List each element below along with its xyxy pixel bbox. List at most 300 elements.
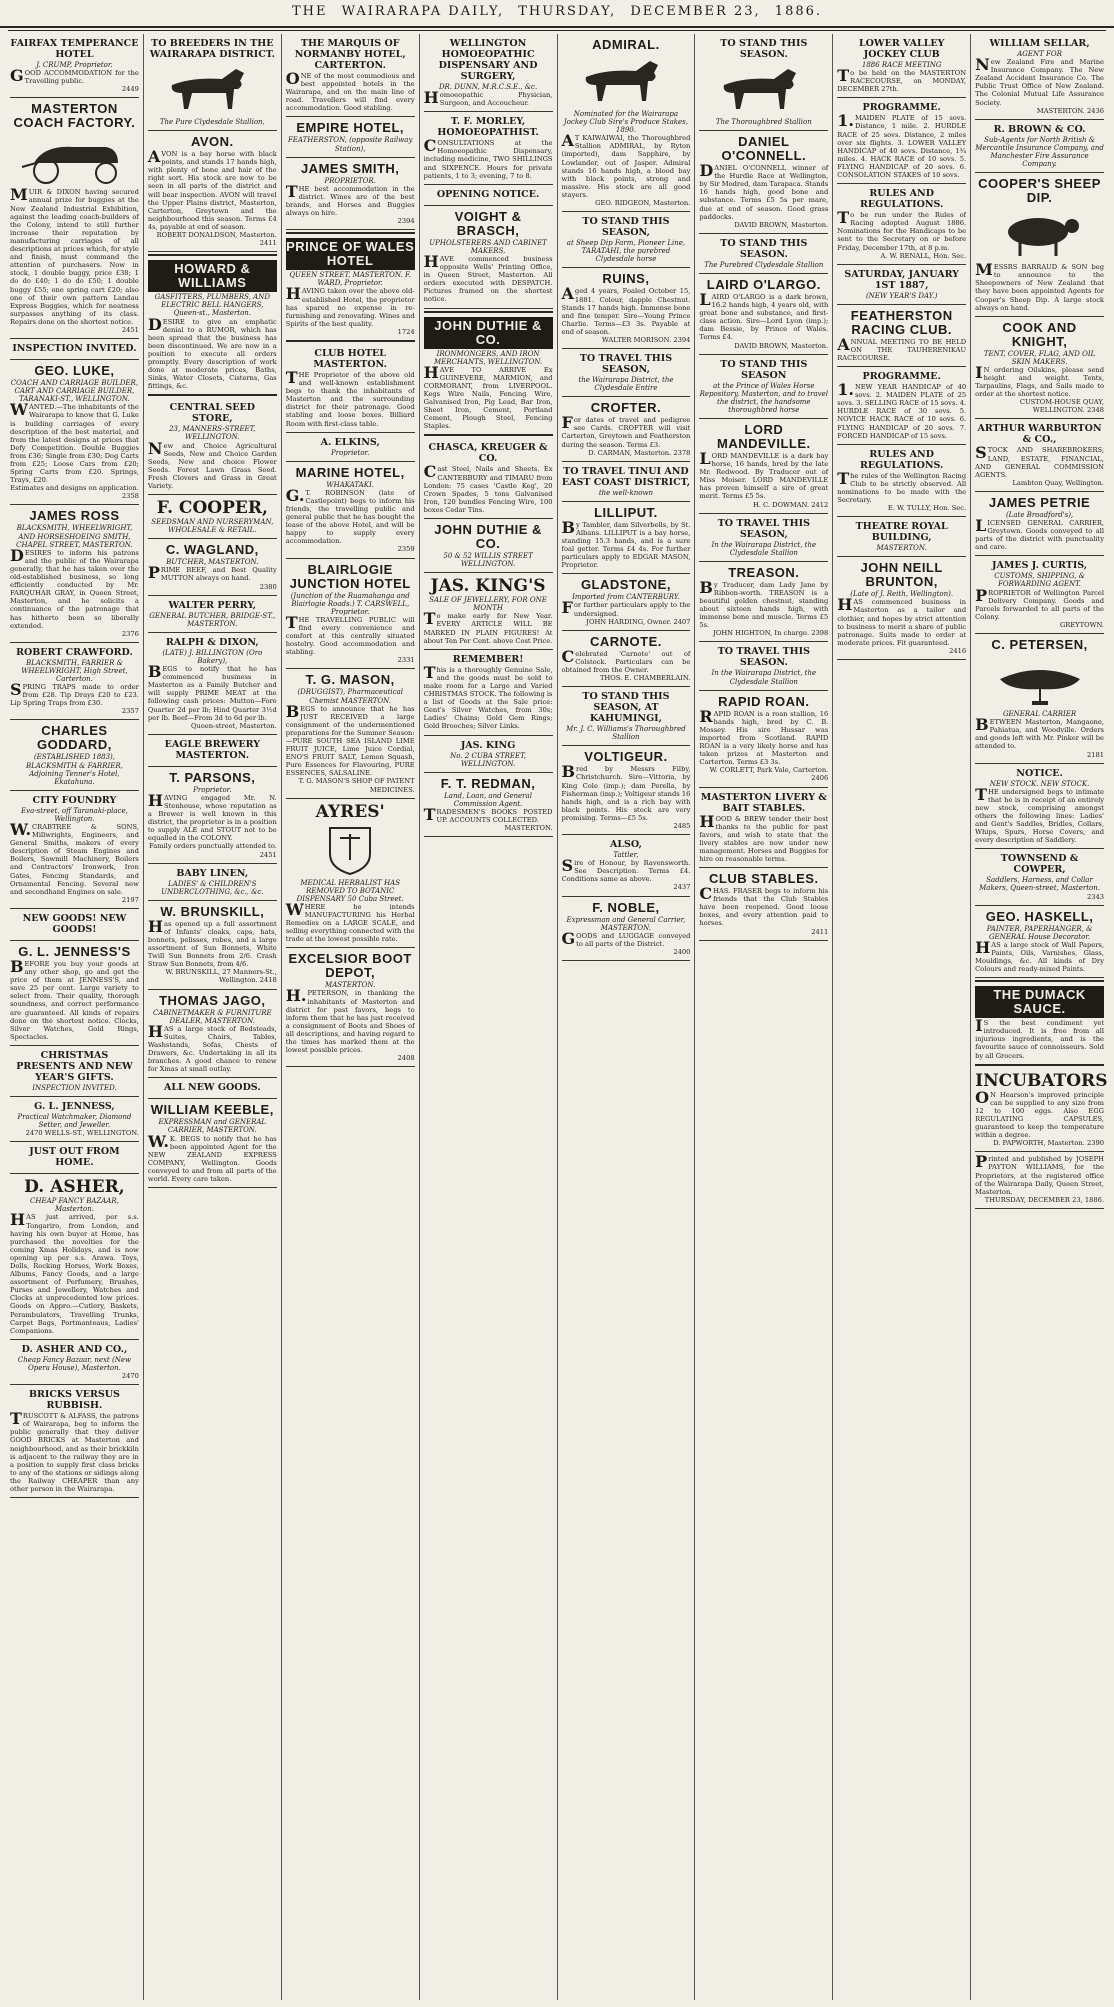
advertisement-to-stand-this-season (699, 34, 828, 131)
ad-heading: MASTERTON LIVERY & BAIT STABLES. (700, 791, 827, 814)
masthead-year: 1886. (774, 4, 823, 19)
ad-subheading: Practical Watchmaker, Diamond Setter, and Jeweller. (17, 1112, 132, 1130)
ad-body: By Tambler, dam Silverbells, by St. Albans. LILLIPUT is a bay horse, standing 15.3 hands, and is a sure foal getter. Terms £4 4s. For further particulars apply to EDGAR MASON, Proprietor. (561, 517, 691, 570)
ad-body: BEGS to notify that he has commenced business in Masterton as a Family Butcher and will supply PRIME MEAT at the following cash prices: Mutton—Fore Quarter 2d per lb; Hind Quarter 3½d per lb. Beef—From 3d to 6d per lb. (147, 662, 277, 722)
ad-subheading: CHEAP FANCY BAZAAR, Masterton. (30, 1197, 119, 1214)
ad-heading: OPENING NOTICE. (436, 188, 540, 200)
ad-heading: TO STAND THIS SEASON. (720, 237, 808, 260)
advertisement-ruins (562, 268, 691, 349)
ad-body: New Zealand Fire and Marine Insurance Company. The New Zealand Accident Insurance Co. The Public Trust Office of New Zealand. The Colonial Mutual Life Assurance Society. (975, 55, 1104, 107)
ad-body: GOODS and LUGGAGE conveyed to all parts of the District. (561, 928, 691, 948)
advertisement-ad (975, 1152, 1104, 1209)
ad-subheading: Imported from CANTERBURY. (572, 593, 680, 602)
advertisement-inspection-invited (10, 339, 139, 360)
horse-illustration (566, 55, 686, 107)
ad-body: Cast Steel, Nails and Sheets. Ex CANTERBURY and TIMARU from London: 75 cases 'Castle Keg', 20 Crown Spades, 5 tons Galvanised Iron, 120 bundles Fencing Wire, 100 boxes Cedar Tins. (423, 462, 553, 514)
advertisement-f-noble (562, 897, 691, 961)
ad-subheading: at Sheep Dip Farm, Pioneer Line, TARATAHI, the purebred Clydesdale horse (566, 239, 686, 264)
ad-body: AT KAIWAIWAI, the Thoroughbred Stallion ADMIRAL, by Ryton (imported), dam Sapphire, by Lowlander, out of Jasper. Admiral stands 16 hands high, a blood bay with black points, strong and massive. His stock are all good stayers. (561, 131, 691, 199)
ad-subheading: NEW STOCK. NEW STOCK. (989, 779, 1090, 788)
ad-body: Bred by Messrs Filby, Christchurch. Sire—Vittoria, by King Cole (imp.); dam Perella, by Fisherman (imp.); Voltigeur stands 16 hands high, and is a rich bay with black points. His stock are very promising. Terms—£5 5s. (561, 762, 691, 822)
advertisement-central-seed-store (148, 398, 277, 495)
advertisement-voltigeur (562, 746, 691, 835)
advertisement-t-parsons (148, 767, 277, 864)
advertisement-christmas-presents-and-new-year-s-gifts (10, 1046, 139, 1097)
ad-body: DESIRE to give an emphatic denial to a RUMOR, which has been spread that the business has been discontinued. We are now in a position to execute all orders promptly. Every description of work done at moderate prices, Baths, Sinks, Water Closets, Cisterns, Gas fittings, &c. (147, 314, 277, 391)
ad-heading: AVON. (190, 134, 234, 150)
ad-subheading: IRONMONGERS, AND IRON MERCHANTS, WELLINGTON. (433, 349, 543, 366)
ad-heading: JAMES PETRIE (988, 494, 1091, 510)
ad-body: W.CRABTREE & SONS, Millwrights, Engineers, and General Smiths, makers of every description of Steam Engines and Boilers, Sawmill Machinery, Boilers and Contractors' Ironwork, Iron Gates, Fencing Standards, and Ornamental Fencing. Several new and secondhand Engines on sale. (10, 820, 139, 896)
advertisement-club-hotel-masterton (286, 344, 415, 433)
ad-footer: Queen-street, Masterton. (191, 721, 277, 730)
advertisement-saturday-january-1st-1887 (837, 265, 966, 305)
ad-heading: CLUB HOTEL MASTERTON. (313, 347, 387, 370)
advertisement-the-marquis-of-normanby-hotel-carterton (286, 34, 415, 117)
ad-body: IS the best condiment yet introduced. It is free from all injurious ingredients, and is the favourite sauce of connoisseurs. Sold by all Grocers. (975, 1016, 1104, 1060)
ad-heading: F. T. REDMAN, (440, 775, 536, 791)
advertisement-crofter (562, 397, 691, 461)
ad-heading: CENTRAL SEED STORE, (169, 402, 255, 425)
advertisement-opening-notice (424, 185, 553, 206)
ad-heading: RAPID ROAN. (718, 693, 810, 709)
ad-body: HAS just arrived, per s.s. Tongariro, from London, and having his own buyer at Home, has purchased the novelties for the coming Xmas Holidays, and is now opening up per s.s. Arawa. Toys, Dolls, Rocking Horses, Work Boxes, Albums, Fancy Goods, and a large assortment of Perfumery, Brushes, Purses and Jewellery, Watches and Clocks at unprecedented low prices. Goods on Appro.—Cutlery, Baskets, Perambulators, Travelling Trunks, Carpet Bags, Portmanteaus, Ladies' Companions. (10, 1210, 139, 1335)
ad-footer: 2485 (673, 821, 691, 830)
ad-footer: CUSTOM-HOUSE QUAY, WELLINGTON. 2348 (1019, 398, 1104, 415)
ad-heading: THE MARQUIS OF NORMANBY HOTEL, CARTERTON. (294, 38, 406, 71)
carriage-illustration (14, 133, 134, 185)
ad-footer: Lambton Quay, Wellington. (1012, 478, 1104, 487)
ad-subheading: WHAKATAKI. (326, 480, 374, 489)
ad-subheading: Expressman and General Carrier, MASTERTON. (566, 915, 686, 932)
ad-footer: 2343 (1086, 892, 1104, 901)
ad-subheading: Sub-Agents for North British & Mercantile Insurance Company, and Manchester Fire Assurance Company. (975, 135, 1104, 169)
ad-body: This is a thoroughly Genuine Sale, and the goods must be sold to make room for a Large and Varied CHRISTMAS STOCK. The following is a list of Goods at the Sale price: Gent's Silver Watches, from 30s; Ladies' Chains; Gold Gem Rings; Gold Brooches; Silver Links. (423, 662, 553, 731)
ad-footer: GREYTOWN. (1059, 620, 1104, 629)
ad-heading: NOTICE. (1016, 767, 1063, 779)
ad-subheading: PROPRIETOR. (324, 176, 376, 185)
ad-footer: DAVID BROWN, Masterton. (734, 220, 829, 229)
advertisement-prince-of-wales-hotel (286, 232, 415, 342)
ad-heading: TO STAND THIS SEASON. (720, 38, 808, 60)
advertisement-lower-valley-jockey-club (837, 34, 966, 98)
advertisement-eagle-brewery-masterton (148, 735, 277, 767)
ad-heading: THE DUMACK SAUCE. (975, 986, 1104, 1018)
ad-body: IN ordering Oilskins, please send height and weight. Tents, Tarpaulins, Flags, and Sails made to order at the shortest notice. (975, 362, 1104, 399)
ad-subheading: CABINETMAKER & FURNITURE DEALER, MASTERTON. (153, 1008, 272, 1025)
ad-heading: MASTERTON COACH FACTORY. (13, 101, 136, 131)
advertisement-rapid-roan (699, 691, 828, 788)
ad-heading: G. L. JENNESS, (34, 1100, 115, 1112)
ad-body: TRUSCOTT & ALFASS, the patrons of Wairarapa, beg to inform the public generally that they deliver GOOD BRICKS at Masterton and neighbourhood, and as their brickkiln is adjacent to the railway they are in a position to supply first class bricks to any of the stations or sidings along the Railway CHEAPER than any other person in the Wairarapa. (10, 1409, 139, 1493)
ad-subheading: GENERAL BUTCHER, BRIDGE-ST., MASTERTON. (149, 611, 276, 628)
ad-footer: ROBERT DONALDSON, Masterton. 2411 (156, 231, 277, 248)
ad-heading: C. WAGLAND, (165, 542, 259, 558)
ad-heading: TREASON. (728, 564, 800, 580)
ad-subheading: The Pure Clydesdale Stallion, (159, 118, 265, 126)
ad-heading: JAS. KING (460, 739, 516, 751)
advertisement-f-cooper (148, 495, 277, 539)
advertisement-f-t-redman (424, 773, 553, 837)
ad-heading: TO STAND THIS SEASON (720, 358, 808, 381)
ad-footer: JOHN HIGHTON, In charge. 2398 (713, 629, 829, 638)
advertisement-laird-o-largo (699, 274, 828, 355)
ad-subheading: the Wairarapa District, the Clydesdale Entire (578, 376, 674, 393)
advertisement-gladstone (562, 574, 691, 630)
advertisement-programme (837, 367, 966, 445)
ad-footer: 2394 (397, 217, 415, 226)
ad-body: HAS a large stock of Bedsteads, Suites, Chairs, Tables, Washstands, Sofas, Chests of Drawers, &c. Undertaking in all its branches. A good chance to renew for Xmas at small outlay. (147, 1021, 277, 1074)
advertisement-to-stand-this-season (699, 355, 828, 419)
ad-body: G.T. ROBINSON (late of Castlepoint) begs to inform his friends, the travelling public and general public that he has bought the lease of the above Hotel, and will be happy to supply every accommodation. (285, 485, 415, 546)
advertisement-club-stables (699, 868, 828, 941)
ad-heading: VOLTIGEUR. (584, 749, 668, 765)
ad-body: GOOD ACCOMMODATION for the Travelling public. (10, 66, 139, 86)
advertisement-william-sellar (975, 34, 1104, 120)
ad-heading: ARTHUR WARBURTON & CO., (977, 423, 1102, 446)
advertisement-t-g-mason (286, 669, 415, 798)
masthead-paper-name: WAIRARAPA DAILY, (341, 4, 505, 19)
ad-body: CHAS. FRASER begs to inform his friends that the Club Stables have been reopened. Good loose boxes, and every attention paid to horses. (699, 884, 829, 928)
ad-heading: RALPH & DIXON, (165, 636, 259, 648)
advertisement-t-f-morley-homoeopathist (424, 112, 553, 184)
ad-body: MUIR & DIXON having secured annual prize for buggies at the New Zealand Industrial Exhibition, against the leading coach-builders of the Colony, intend to still further increase their reputation by manufacturing carriages of all descriptions at prices which, for style and finish, must command the attention of purchasers. Now in stock, 1 double buggy, price £38; 1 do do £40; 1 do do £50; 1 double buggy £55; one spring cart £20; also one of their own pattern Landau Express Buggies, which for neatness surpasses anything of its class. Repairs done on the shortest notice. (10, 185, 139, 326)
ad-heading: T. PARSONS, (169, 769, 256, 785)
advertisement-arthur-warburton-co (975, 419, 1104, 491)
advertisement-d-asher (10, 1174, 139, 1340)
ad-heading: LOWER VALLEY JOCKEY CLUB (858, 38, 945, 60)
ad-heading: RULES AND REGULATIONS. (860, 188, 944, 211)
advertisement-john-duthie-co (424, 311, 553, 437)
ad-subheading: PAINTER, PAPERHANGER, & GENERAL House Decorator. (986, 924, 1093, 941)
ad-heading: BABY LINEN, (176, 867, 249, 879)
advertisement-notice (975, 764, 1104, 850)
ad-body: BEGS to announce that he has JUST RECEIVED a large consignment of the undermentioned preparations for the Summer Season:—PURE SOUTH SEA ISLAND LIME FRUIT JUICE, Lime Juice Cordial, ENO'S FRUIT SALT, Lemon Squash, Pure Essences for Flavouring, PURE ESSENCES, SALSALINE. (285, 701, 415, 778)
horse-illustration (704, 63, 824, 115)
ad-subheading: No. 2 CUBA STREET, WELLINGTON. (450, 751, 526, 768)
ad-subheading: TENT, COVER, FLAG, AND OIL SKIN MAKERS. (983, 349, 1096, 366)
ad-body: HOOD & BREW tender their best thanks to the public for past favors, and wish to state that the livery stables are now under new management. Horses and Buggies for hire on reasonable terms. (699, 811, 829, 863)
ad-subheading: Mr. J. C. Williams's Thoroughbred Stallion (566, 725, 686, 742)
ad-footer: D. CARMAN, Masterton. 2378 (588, 448, 691, 457)
masthead (0, 4, 1114, 28)
ad-footer: 2437 (673, 883, 691, 892)
ad-footer: Estimates and designs on application. 2358 (10, 484, 139, 501)
ad-heading: CLUB STABLES. (709, 871, 819, 887)
advertisement-columns (6, 34, 1108, 2000)
advertisement-bricks-versus-rubbish (10, 1385, 139, 1498)
advertisement-carnote (562, 631, 691, 687)
ad-heading: RULES AND REGULATIONS. (860, 448, 944, 471)
ad-footer: 2376 (121, 629, 139, 638)
masthead-date: DECEMBER 23, (630, 4, 761, 19)
ad-subheading: MASTERTON. (325, 981, 376, 990)
ad-body: WANTED.—The inhabitants of the Wairarapa to know that G. Luke is building carriages of every description of the best material, and from the latest designs at prices that Defy Competition. Double Buggies from £36; Single from £30; Dog Carts from £25; Loose Cars from £20; Spring Carts from £20. Springs, Trays, £20. (10, 400, 139, 485)
column-1 (6, 34, 144, 2000)
ad-body: CONSULTATIONS at the Homoeopathic Dispensary, including medicine, TWO SHILLINGS and SIXPENCE. Hours for private patients, 1 to 3; evening, 7 to 8. (423, 136, 553, 180)
ad-body: PROPRIETOR of Wellington Parcel Delivery Company. Goods and Parcels forwarded to all parts of the Colony. (975, 585, 1104, 621)
ad-subheading: (NEW YEAR'S DAY.) (865, 291, 938, 300)
ad-subheading: (Late Broadford's), (1005, 510, 1074, 519)
ad-heading: RUINS, (602, 271, 650, 287)
ad-body: MESSRS BARRAUD & SON beg to announce to the Sheepowners of New Zealand that they have been appointed Agents for Cooper's Sheep Dip. A large stock always on hand. (975, 260, 1104, 312)
advertisement-thomas-jago (148, 990, 277, 1079)
ad-footer: A. W. RENALL, Hon. Sec. (880, 251, 967, 260)
ad-body: 1.NEW YEAR HANDICAP of 40 sovs. 2. MAIDEN PLATE of 25 sovs. 3. SELLING RACE of 15 sovs. 4. HURDLE RACE of 30 sovs. 5. NOVICE HACK RACE of 10 sovs. 6. FLYING HANDICAP of 20 sovs. 7. FORCED HANDICAP of 15 sovs. (837, 380, 967, 440)
advertisement-to-stand-this-season (562, 212, 691, 268)
ad-heading: COOPER'S SHEEP DIP. (978, 176, 1101, 206)
column-5 (558, 34, 696, 2000)
advertisement-masterton-coach-factory (10, 98, 139, 339)
saddle-illustration (980, 655, 1100, 707)
ad-subheading: Proprietor. (193, 785, 232, 794)
ad-heading: EXCELSIOR BOOT DEPOT, (288, 951, 412, 981)
ad-heading: DANIEL O'CONNELL. (721, 134, 807, 164)
advertisement-programme (837, 98, 966, 184)
ad-heading: WELLINGTON HOMOEOPATHIC DISPENSARY AND SURGERY, (438, 38, 538, 82)
ad-heading: PROGRAMME. (862, 371, 941, 383)
ad-footer: 2451 (121, 325, 139, 334)
advertisement-jas-king (424, 736, 553, 773)
ad-subheading: In the Wairarapa District, the Clydesdale Stallion (711, 669, 817, 686)
ad-subheading: (LATE) J. BILLINGTON (Oro Bakery), (162, 648, 263, 665)
advertisement-geo-luke (10, 360, 139, 505)
ad-footer: 2181 (1086, 750, 1104, 759)
ad-body: SPRING TRAPS made to order from £28. Tip Drays £20 to £23. Lip Spring Traps from £30. (10, 680, 139, 708)
ad-subheading: Eva-street, off Taranaki-place, Wellington. (21, 806, 128, 823)
advertisement-all-new-goods (148, 1078, 277, 1099)
advertisement-john-neill-brunton (837, 557, 966, 660)
column-3 (282, 34, 420, 2000)
ad-heading: VOIGHT & BRASCH, (454, 208, 522, 238)
ad-heading: TOWNSEND & COWPER, (1000, 853, 1079, 876)
ad-subheading: Proprietor. (331, 448, 370, 457)
masthead-day: THURSDAY, (518, 4, 617, 19)
ad-heading: F. NOBLE, (592, 899, 660, 915)
ad-heading: EAGLE BREWERY MASTERTON. (164, 738, 261, 761)
advertisement-baby-linen (148, 864, 277, 901)
ad-footer: D. PAPWORTH, Masterton. 2390 (993, 1139, 1104, 1148)
ad-body: RAPID ROAN is a roan stallion, 16 hands high, bred by C. B. Mossey. His sire Hussar was imported from Scotland. RAPID ROAN is a very likely horse and has taken prizes at Masterton and Carterton. Terms £3 3s. (699, 706, 829, 767)
ad-heading: T. F. MORLEY, HOMOEOPATHIST. (437, 116, 539, 139)
ad-subheading: LADIES' & CHILDREN'S UNDERCLOTHING, &c., &c. (161, 879, 264, 896)
ad-heading: COOK AND KNIGHT, (1002, 319, 1077, 349)
ad-subheading: AGENT FOR (1017, 50, 1062, 58)
ad-body: LICENSED GENERAL CARRIER, Greytown. Goods conveyed to all parts of the district with punctuality and care. (975, 516, 1104, 552)
advertisement-also (562, 835, 691, 896)
ad-footer: E. W. TULLY, Hon. Sec. (887, 504, 967, 513)
ad-subheading: BUTCHER, MASTERTON. (166, 558, 259, 567)
masthead-rule (8, 30, 1106, 31)
ad-footer: 2416 (949, 646, 967, 655)
ad-body: H.PETERSON, in thanking the inhabitants of Masterton and district for past favors, begs to inform them that he has just received a consignment of Boots and Shoes of all descriptions, and having regard to the times has marked them at the lowest possible prices. (285, 986, 415, 1055)
ad-body: THE Proprietor of the above old and well-known establishment begs to thank the inhabitants of Masterton and the surrounding district for their patronage. Good stabling and loose boxes. Billiard Room with first-class table. (285, 367, 415, 428)
advertisement-james-ross (10, 505, 139, 642)
advertisement-daniel-o-connell (699, 131, 828, 234)
ad-body: BEFORE you buy your goods at any other shop, go and get the price of them at JENNESS'S, and save 25 per cent. Large variety to select from. Their quality, thorough soundness, and correct performance are guaranteed. All kinds of repairs done on the shortest notice. Clocks, Silver Watches, Gold Rings, Spectacles. (10, 956, 139, 1041)
ad-footer: THURSDAY, DECEMBER 23, 1886. (984, 1195, 1104, 1204)
ad-body: WHERE he intends MANUFACTURING his Herbal Remedies on a LARGE SCALE, and selling everything connected with the trade at the lowest possible rate. (285, 899, 415, 944)
ad-subheading: SEEDSMAN AND NURSERYMAN, WHOLESALE & RETAIL. (151, 518, 274, 535)
ad-footer: W. BRUNSKILL, 27 Manners-St., Wellington. 2418 (165, 968, 277, 985)
ad-footer: H. C. DOWMAN. 2412 (752, 500, 829, 509)
ad-heading: LILLIPUT. (594, 504, 658, 520)
ad-heading: W. BRUNSKILL, (160, 903, 265, 919)
ad-subheading: (Junction of the Ruamahanga and Blairlogie Roads.) T. CARSWELL, Proprietor. (290, 591, 410, 616)
sheep-illustration (980, 208, 1100, 260)
ad-body: HAS commenced business in Masterton as a tailor and clothier, and hopes by strict attention to business to merit a share of public patronage. Suits made to order at moderate prices. Fit guaranteed. (837, 595, 967, 647)
ad-footer: THOS. E. CHAMBERLAIN. (599, 674, 691, 683)
ad-subheading: 23, MANNERS-STREET, WELLINGTON. (169, 425, 256, 442)
ad-footer: 2411 (811, 927, 829, 936)
ad-heading: HOWARD & WILLIAMS (148, 260, 277, 292)
ad-heading: TO STAND THIS SEASON, (582, 216, 670, 239)
ad-body: HAVING taken over the above old-established Hotel, the proprietor has spared no expense in re-furnishing and renovating. Wines and Spirits of the best quality. (285, 284, 415, 328)
ad-subheading: (ESTABLISHED 1883), BLACKSMITH & FARRIER, Adjoining Tenner's Hotel, Ekatahuna. (26, 753, 123, 786)
ad-heading: JUST OUT FROM HOME. (29, 1146, 120, 1169)
ad-body: W.K. BEGS to notify that he has been appointed Agent for the NEW ZEALAND EXPRESS COMPANY, Wellington. Goods conveyed to and from all parts of the world. Every care taken. (147, 1131, 277, 1183)
ad-footer: 2470 WELLS-ST., WELLINGTON. (25, 1129, 139, 1138)
ad-heading: AYRES' (315, 801, 385, 822)
advertisement-avon (148, 131, 277, 252)
ad-footer: MASTERTON. (504, 824, 553, 833)
ad-subheading: GASFITTERS, PLUMBERS, AND ELECTRIC BELL HANGERS, Queen-st., Masterton. (154, 293, 270, 318)
ad-body: LORD MANDEVILLE is a dark bay horse, 16 hands, bred by the late Mr. Redwood. By Traducer out of Miss Moiser. LORD MANDEVILLE has proven himself a sire of great merit. Terms £5 5s. (699, 448, 829, 501)
ad-footer: GEO. RIDGEON, Masterton. (595, 199, 691, 208)
advertisement-admiral (562, 34, 691, 212)
advertisement-to-stand-this-season-at-kahumingi (562, 687, 691, 746)
advertisement-lord-mandeville (699, 419, 828, 514)
advertisement-just-out-from-home (10, 1142, 139, 1174)
ad-heading: CHRISTMAS PRESENTS AND NEW YEAR'S GIFTS. (16, 1049, 133, 1083)
ad-subheading: EXPRESSMAN and GENERAL CARRIER, MASTERTON. (158, 1118, 267, 1135)
ad-body: ANNUAL MEETING TO BE HELD ON THE TAUHERENIKAU RACECOURSE. (837, 334, 967, 362)
advertisement-incubators (975, 1068, 1108, 1153)
ad-heading: JAMES SMITH, (300, 160, 400, 176)
ad-subheading: QUEEN STREET, MASTERTON. F. WARD, Proprietor. (289, 271, 412, 288)
ad-heading: THOMAS JAGO, (159, 992, 266, 1008)
ad-body: To be run under the Rules of Racing adopted August 1886. Nominations for the Handicaps to be sent to the Secretary on or before Friday, December 17th, at 8 p.m. (837, 208, 967, 252)
ad-body: For dates of travel and pedigree see Cards. CROFTER will visit Carterton, Greytown and Featherston during the season. Terms £3. (561, 413, 691, 449)
ad-body: The rules of the Wellington Racing Club to be strictly observed. All nominations to be made with the Secretary. (837, 468, 967, 504)
ad-footer: 2197 (121, 895, 139, 904)
ad-subheading: INSPECTION INVITED. (32, 1083, 117, 1092)
ad-body: Has opened up a full assortment of Infants' cloaks, caps, hats, bonnets, pelisses, robes, and a large assortment of Sun Bonnets, White Twill Sun Bonnets from 2/6. Crash Straw Sun Bonnets, from 4/6. (147, 916, 277, 969)
advertisement-fairfax-temperance-hotel (10, 34, 139, 98)
ad-subheading: DR. DUNN, M.R.C.S.E., &c. (438, 83, 538, 91)
column-7 (833, 34, 971, 2000)
advertisement-g-l-jenness (10, 1097, 139, 1142)
ad-body: THE undersigned begs to intimate that he is in receipt of an entirely new stock, comprising amongst others the following lines: Ladies' and Gent's Saddles, Bridles, Collars, Whips, Spurs, Horse Covers, and every description of Saddlery. (975, 784, 1104, 845)
ad-heading: THEATRE ROYAL BUILDING, (855, 521, 948, 544)
ad-heading: EMPIRE HOTEL, (296, 120, 404, 136)
ad-heading: ALL NEW GOODS. (163, 1082, 261, 1094)
ad-heading: SATURDAY, JANUARY 1ST 1887, (844, 268, 959, 291)
advertisement-c-wagland (148, 539, 277, 595)
advertisement-remember (424, 650, 553, 736)
ad-footer: 2400 (673, 947, 691, 956)
column-8 (971, 34, 1108, 2000)
advertisement-james-smith (286, 158, 415, 231)
ad-body: BETWEEN Masterton, Mangaone, Pahiatua, and Woodville. Orders and goods left with Mr. Pinker will be attended to. (975, 715, 1104, 751)
ad-heading: D. ASHER AND CO., (21, 1343, 128, 1355)
ad-subheading: UPHOLSTERERS AND CABINET MAKERS. (429, 238, 547, 255)
advertisement-jas-king-s (424, 573, 553, 650)
ad-body: New and Choice Agricultural Seeds, New and Choice Garden Seeds, New and choice Flower Seeds. Forest Lawn Grass Seed. Fresh Clovers and Grass in Great Variety. (147, 438, 277, 490)
ad-heading: CROFTER. (590, 400, 662, 416)
advertisement-c-petersen (975, 634, 1104, 764)
ad-heading: JAS. KING'S (430, 576, 546, 597)
ad-subheading: Nominated for the Wairarapa Jockey Club Sire's Produce Stakes, 1890. (563, 110, 688, 135)
ad-subheading: MASTERTON. (876, 544, 927, 553)
ad-body: 1.MAIDEN PLATE of 15 sovs. Distance, 1 mile. 2. HURDLE RACE of 25 sovs. Distance, 2 miles over six flights. 3. LOWER VALLEY HANDICAP of 40 sovs. Distance, 1¾ miles. 4. HACK RACE of 10 sovs. 5. FLYING HANDICAP of 20 sovs. 6. CONSOLATION STAKES of 10 sovs. (837, 111, 967, 180)
ad-footer: 2470 (121, 1372, 139, 1381)
column-4 (420, 34, 558, 2000)
ad-body: Homoeopathic Physician, Surgeon, and Accoucheur. (423, 88, 553, 108)
advertisement-howard-williams (148, 254, 277, 396)
advertisement-william-keeble (148, 1099, 277, 1188)
ad-body: Celebrated 'Carnote' out of Colstock. Particulars can be obtained from the Owner. (561, 646, 691, 674)
advertisement-chasca-kreuger-co (424, 438, 553, 519)
masthead-the: THE (291, 4, 328, 19)
horse-illustration (152, 63, 272, 115)
advertisement-blairlogie-junction-hotel (286, 559, 415, 670)
ad-body: To be held on the MASTERTON RACECOURSE, on MONDAY, DECEMBER 27th. (837, 66, 967, 94)
ad-heading: TO BREEDERS IN THE WAIRARAPA DISTRICT. (149, 38, 275, 60)
ad-heading: CHARLES GODDARD, (37, 723, 112, 753)
advertisement-to-stand-this-season (699, 234, 828, 274)
ad-body: Printed and published by JOSEPH PAYTON WILLIAMS, for the Proprietors, at the registered office of the Wairarapa Daily, Queen Street, Masterton. (975, 1152, 1104, 1196)
ad-footer: 2357 (121, 707, 139, 716)
ad-subheading: Saddlers, Harness, and Collar Makers, Queen-street, Masterton. (979, 876, 1100, 893)
ad-footer: 2408 (397, 1054, 415, 1063)
ad-subheading: CUSTOMS, SHIPPING, & FORWARDING AGENT. (994, 572, 1085, 589)
ad-footer: MASTERTON. 2436 (1036, 106, 1104, 115)
ad-heading: WILLIAM KEEBLE, (150, 1102, 274, 1118)
advertisement-voight-brasch (424, 206, 553, 309)
ad-body: ONE of the most commodious and best appointed hotels in the Wairarapa, and on the main line of road. Travellers will find every accommodation. Good stabling. (285, 69, 415, 113)
ad-heading: JOHN DUTHIE & CO. (424, 317, 553, 349)
shield-crest-illustration (290, 824, 410, 876)
ad-body: PRIME BEEF, and Best Quality MUTTON always on hand. (147, 563, 277, 583)
advertisement-wellington-homoeopathic-dispensary-and-s (424, 34, 553, 112)
ad-subheading: The Purebred Clydesdale Stallion (704, 260, 824, 269)
ad-body: STOCK AND SHAREBROKERS, LAND, ESTATE, FINANCIAL, AND GENERAL COMMISSION AGENTS. (975, 443, 1104, 479)
ad-heading: PROGRAMME. (862, 102, 941, 114)
advertisement-excelsior-boot-depot (286, 948, 415, 1067)
ad-subheading: BLACKSMITH, WHEELWRIGHT, AND HORSESHOEING SMITH, CHAPEL STREET, MASTERTON. (16, 524, 133, 549)
ad-footer: T. G. MASON'S SHOP OF PATENT MEDICINES. (298, 777, 415, 794)
ad-heading: BRICKS VERSUS RUBBISH. (29, 1389, 120, 1412)
ad-heading: T. G. MASON, (305, 672, 395, 688)
advertisement-g-l-jenness-s (10, 941, 139, 1046)
ad-heading: R. BROWN & CO. (993, 123, 1086, 135)
advertisement-to-travel-this-season (699, 514, 828, 562)
advertisement-townsend-cowper (975, 849, 1104, 905)
advertisement-to-travel-tinui-and-east-coast-district (562, 462, 691, 502)
ad-body: TRADESMEN'S BOOKS POSTED UP. ACCOUNTS COLLECTED. (423, 804, 553, 824)
ad-subheading: COACH AND CARRIAGE BUILDER, CART AND CARRIAGE BUILDER, TARANAKI-ST., WELLINGTON. (10, 379, 139, 404)
advertisement-lilliput (562, 502, 691, 575)
ad-footer: Family orders punctually attended to. 2451 (149, 842, 277, 859)
ad-subheading: Land, Loan, and General Commission Agent. (444, 791, 532, 808)
ad-body: HAVE TO ARRIVE Ex GUINEVERE, MARMION, and CORMORANT, from LIVERPOOL. Kegs Wire Nails, Fencing Wire, Galvanised Iron, Pig Lead, Bar Iron, Sheet Iron, Cement, Portland Cement, Plough Steel, Fencing Staples. (423, 362, 553, 431)
ad-heading: JOHN NEILL BRUNTON, (860, 560, 943, 590)
ad-body: Aged 4 years, Foaled October 15, 1881. Colour, dapple Chestnut. Stands 17 hands high. Immense bone and fine temper. Sire—Young Prince Charlie. Terms—£3 3s. Payable at end of season. (561, 284, 691, 336)
advertisement-a-elkins (286, 433, 415, 462)
ad-heading: A. ELKINS, (320, 436, 380, 448)
advertisement-w-brunskill (148, 901, 277, 990)
